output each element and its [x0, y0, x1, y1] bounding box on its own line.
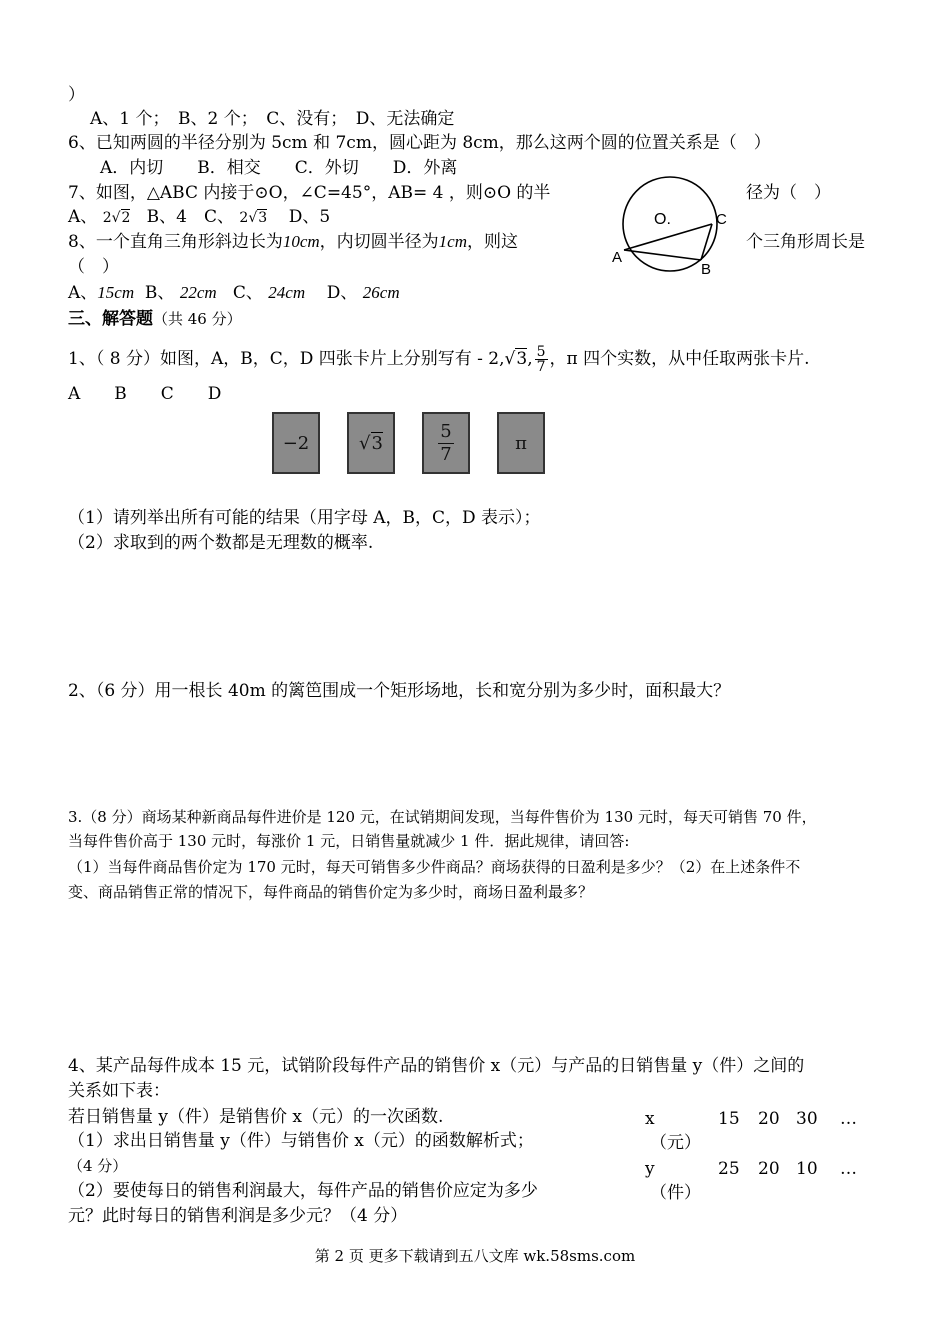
p4-line-4: （1）求出日销售量 y（件）与销售价 x（元）的函数解析式； — [68, 1131, 534, 1151]
q7-option-b-c-label: B、4 C、 — [146, 207, 234, 227]
table-cell: … — [840, 1159, 857, 1179]
table-cell: 10 — [796, 1159, 818, 1179]
label-o: O. — [654, 211, 671, 228]
p4-line-3: 若日销售量 y（件）是销售价 x（元）的一次函数. — [68, 1107, 444, 1127]
line-closing-paren: ） — [68, 85, 85, 105]
q7-option-d: D、5 — [288, 207, 331, 227]
p3-line-2: 当每件售价高于 130 元时，每涨价 1 元，日销售量就减少 1 件．据此规律，请回答: — [68, 832, 630, 850]
q7-option-a-value: 2√2 — [102, 210, 131, 226]
p4-line-6: （2）要使每日的销售利润最大，每件产品的销售价应定为多少 — [68, 1181, 538, 1201]
q6-options: A．内切 B．相交 C．外切 D．外离 — [100, 158, 458, 178]
p2-question: 2、（6 分）用一根长 40m 的篱笆围成一个矩形场地，长和宽分别为多少时，面积最大？ — [68, 681, 731, 701]
card-c: 5 7 — [422, 412, 470, 474]
circle-triangle-figure — [608, 172, 736, 284]
table-cell: 30 — [796, 1109, 818, 1129]
p1-question: 1、（ 8 分）如图，A，B，C，D 四张卡片上分别写有 - 2,√3, $\frac{5}{7}$ ，π 四个实数，从中任取两张卡片. — [68, 344, 810, 375]
label-a: A — [612, 249, 623, 266]
table-cell: 20 — [758, 1109, 780, 1129]
p3-line-4: 变、商品销售正常的情况下，每件商品的销售价定为多少时，商场日盈利最多？ — [68, 883, 594, 901]
table-cell: 20 — [758, 1159, 780, 1179]
table-cell: … — [840, 1109, 857, 1129]
p1-card-labels: A B C D — [68, 384, 222, 404]
q6-question: 6、已知两圆的半径分别为 5cm 和 7cm，圆心距为 8cm，那么这两个圆的位置关系是（ ） — [68, 133, 771, 153]
q8-question-continued: 个三角形周长是 — [746, 232, 865, 252]
card-a: −2 — [272, 412, 320, 474]
p3-line-1: 3.（8 分）商场某种新商品每件进价是 120 元，在试销期间发现，当每件售价为 130 元时，每天可销售 70 件， — [68, 808, 817, 826]
table-cell: 25 — [718, 1159, 740, 1179]
p3-line-3: （1）当每件商品售价定为 170 元时，每天可销售多少件商品？商场获得的日盈利是多少？（2）在上述条件不 — [68, 858, 801, 876]
q8-question: 8、一个直角三角形斜边长为10cm，内切圆半径为1cm，则这 — [68, 232, 518, 252]
q7-option-c-value: 2√3 — [239, 210, 268, 226]
p4-line-5: （4 分） — [68, 1157, 128, 1175]
p4-line-7: 元？此时每日的销售利润是多少元？（4 分） — [68, 1206, 408, 1226]
q8-hypotenuse: 10cm — [282, 232, 320, 251]
q8-options: A、15cm B、 22cm C、 24cm D、 26cm — [68, 283, 400, 303]
label-b: B — [701, 261, 712, 278]
p1-subquestion-2: （2）求取到的两个数都是无理数的概率. — [68, 533, 374, 553]
table-y-unit: （件） — [650, 1183, 701, 1203]
q7-option-a-label: A、 — [68, 207, 98, 227]
table-y-label: y — [645, 1159, 655, 1179]
table-cell: 15 — [718, 1109, 740, 1129]
q7-question: 7、如图，△ABC 内接于⊙O，∠C=45°，AB= 4 ，则⊙O 的半 — [68, 183, 551, 203]
q8-radius: 1cm — [438, 232, 467, 251]
section-3-title: 三、解答题 — [68, 309, 153, 329]
p4-line-2: 关系如下表： — [68, 1081, 170, 1101]
q5-options: A、1 个； B、2 个； C、没有； D、无法确定 — [90, 109, 455, 129]
card-b: √3 — [347, 412, 395, 474]
q7-question-continued: 径为（ ） — [746, 183, 831, 203]
label-c: C — [716, 211, 727, 228]
page-footer: 第 2 页 更多下载请到五八文库 wk.58sms.com — [314, 1247, 636, 1265]
section-3-heading — [68, 308, 242, 330]
card-d: π — [497, 412, 545, 474]
table-x-unit: （元） — [650, 1133, 701, 1153]
p4-line-1: 4、某产品每件成本 15 元，试销阶段每件产品的销售价 x（元）与产品的日销售量 y（件）之间的 — [68, 1056, 805, 1076]
table-x-label: x — [645, 1109, 655, 1129]
q8-paren: （ ） — [68, 257, 119, 277]
q7-options — [68, 206, 330, 229]
p1-subquestion-1: （1）请列举出所有可能的结果（用字母 A，B，C，D 表示）； — [68, 508, 541, 528]
section-3-score: （共 46 分） — [153, 310, 242, 328]
